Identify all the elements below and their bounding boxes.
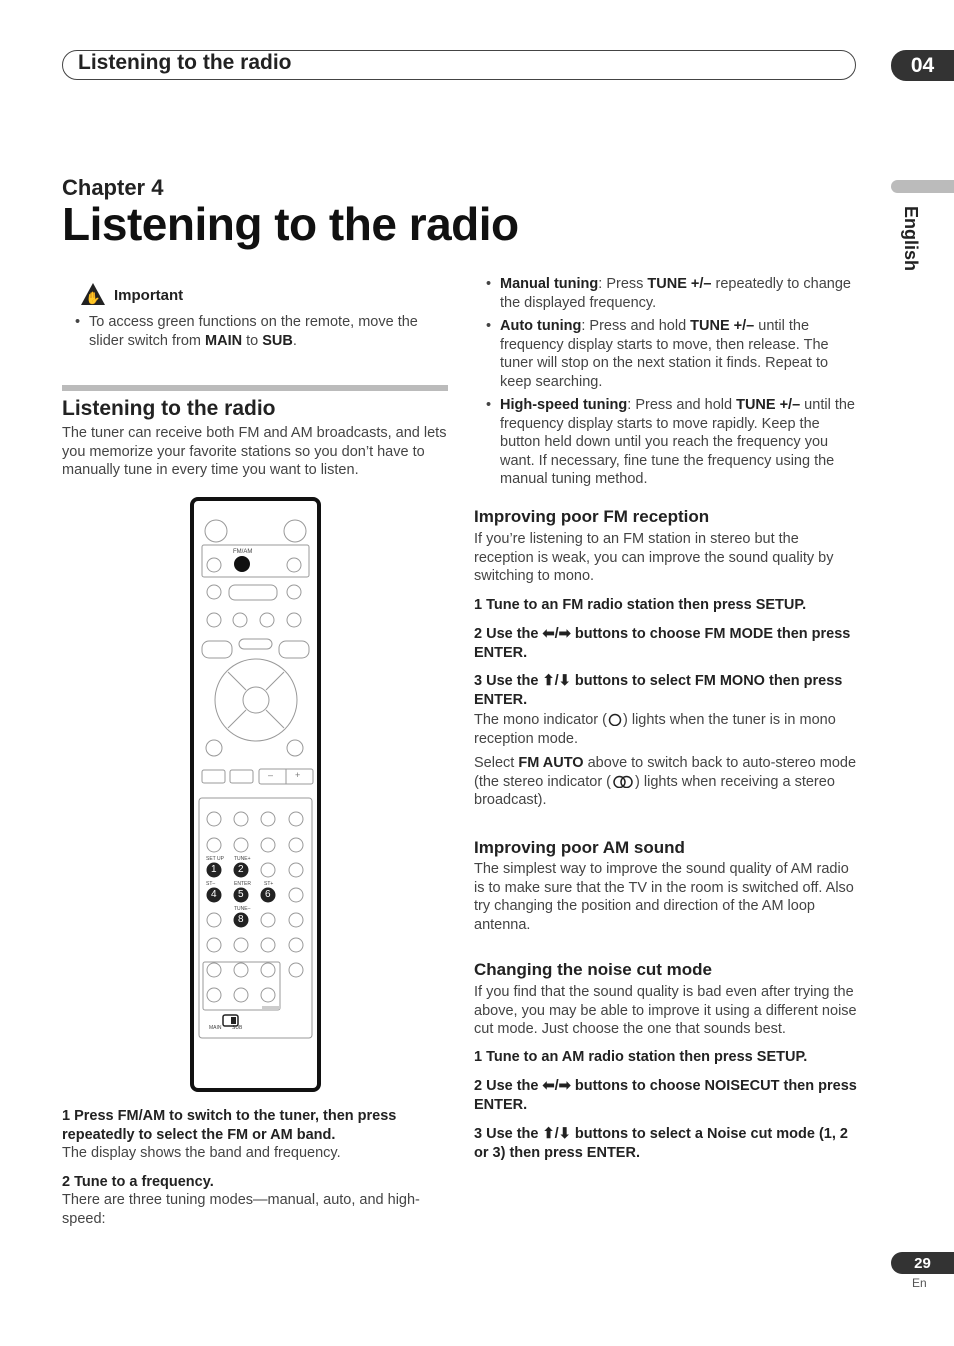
remote-label-st-minus: ST– [206, 881, 216, 887]
remote-plus-label: + [295, 770, 301, 780]
remote-key-6: 6 [265, 889, 271, 900]
remote-label-tune-up: TUNE+ [234, 856, 251, 862]
left-right-arrows-icon: ⬅/➡ [542, 626, 571, 642]
fm-auto-note: Select FM AUTO above to switch back to auto-stereo mode (the stereo indicator ( ) lights when receiving a stereo broadcast). [474, 755, 857, 808]
section-heading: Listening to the radio [62, 397, 276, 420]
remote-key-8: 8 [238, 914, 244, 925]
chapter-number-tab: 04 [891, 50, 954, 81]
page-language: En [912, 1276, 927, 1290]
remote-label-setup: SET UP [206, 856, 224, 862]
remote-key-5: 5 [238, 889, 244, 900]
fm-intro: If you’re listening to an FM station in stereo but the reception is weak, you can improve the sound quality by switching to mono. [474, 531, 834, 584]
section-intro: The tuner can receive both FM and AM broadcasts, and lets you memorize your favorite stations so you don’t have to manually tune in every time you want to listen. [62, 425, 447, 478]
remote-control-illustration [190, 497, 321, 1092]
chapter-label: Chapter 4 [62, 175, 164, 200]
noise-heading: Changing the noise cut mode [474, 960, 713, 979]
section-divider [62, 385, 448, 391]
up-down-arrows-icon: ⬆/⬇ [542, 673, 571, 689]
am-heading: Improving poor AM sound [474, 838, 685, 857]
remote-label-enter: ENTER [234, 881, 251, 887]
svg-text:✋: ✋ [85, 291, 101, 305]
remote-key-2: 2 [238, 864, 244, 875]
chapter-title: Listening to the radio [62, 198, 519, 250]
page-number: 29 [891, 1252, 954, 1274]
noise-body: If you find that the sound quality is bad even after trying the above, you may be able to improve it using a different noise cut mode. Just choose the one that sounds best. [474, 984, 857, 1037]
noise-step-2: 2 Use the ⬅/➡ buttons to choose NOISECUT then press ENTER. [474, 1078, 857, 1113]
am-body: The simplest way to improve the sound quality of AM radio is to make sure that the TV in the room is switched off. Also try changing the position and direction of the AM loop antenna. [474, 861, 854, 933]
fm-step-3: 3 Use the ⬆/⬇ buttons to select FM MONO then press ENTER. [474, 673, 843, 708]
fm-step-1: 1 Tune to an FM radio station then press SETUP. [474, 597, 807, 613]
important-label: Important [114, 287, 184, 304]
important-note: • To access green functions on the remote, move the slider switch from MAIN to SUB. [89, 313, 449, 350]
left-right-arrows-icon: ⬅/➡ [542, 1078, 571, 1094]
fm-mono-note: The mono indicator ( ) lights when the tuner is in mono reception mode. [474, 712, 836, 747]
left-step-2-body: There are three tuning modes—manual, auto, and high-speed: [62, 1192, 420, 1227]
remote-minus-label: – [268, 770, 274, 780]
left-step-1-body: The display shows the band and frequency. [62, 1145, 341, 1161]
remote-label-fm-am: FM/AM [233, 549, 253, 555]
remote-key-1: 1 [211, 864, 217, 875]
stereo-indicator-icon [611, 775, 635, 788]
language-tab [891, 180, 954, 193]
warning-icon [80, 282, 106, 306]
left-step-1-heading: 1 Press FM/AM to switch to the tuner, then press repeatedly to select the FM or AM band. [62, 1108, 397, 1143]
remote-label-sub: SUB [232, 1025, 243, 1031]
language-label: English [901, 206, 921, 272]
remote-label-tune-down: TUNE– [234, 906, 251, 912]
remote-key-4: 4 [211, 889, 217, 900]
left-step-2-heading: 2 Tune to a frequency. [62, 1174, 214, 1190]
fm-heading: Improving poor FM reception [474, 507, 710, 526]
header-title: Listening to the radio [78, 51, 292, 74]
mono-indicator-icon [607, 713, 623, 726]
tuning-mode-manual: • Manual tuning: Press TUNE +/– repeatedly to change the displayed frequency. [500, 275, 856, 312]
noise-step-3: 3 Use the ⬆/⬇ buttons to select a Noise cut mode (1, 2 or 3) then press ENTER. [474, 1126, 848, 1161]
up-down-arrows-icon: ⬆/⬇ [542, 1126, 571, 1142]
remote-label-main: MAIN [209, 1025, 222, 1031]
noise-step-1: 1 Tune to an AM radio station then press SETUP. [474, 1049, 808, 1065]
tuning-mode-auto: • Auto tuning: Press and hold TUNE +/– until the frequency display starts to move, then release. The tuner will stop on the next station it finds. Repeat to keep searching. [500, 317, 856, 391]
remote-label-st-plus: ST+ [264, 881, 274, 887]
tuning-mode-high-speed: • High-speed tuning: Press and hold TUNE +/– until the frequency display starts to move rapidly. Keep the button held down until you reach the frequency you want. If necessary, fine tune the frequency using the manual tuning method. [500, 396, 856, 489]
remote-drawing [194, 501, 317, 1088]
fm-step-2: 2 Use the ⬅/➡ buttons to choose FM MODE then press ENTER. [474, 626, 851, 661]
